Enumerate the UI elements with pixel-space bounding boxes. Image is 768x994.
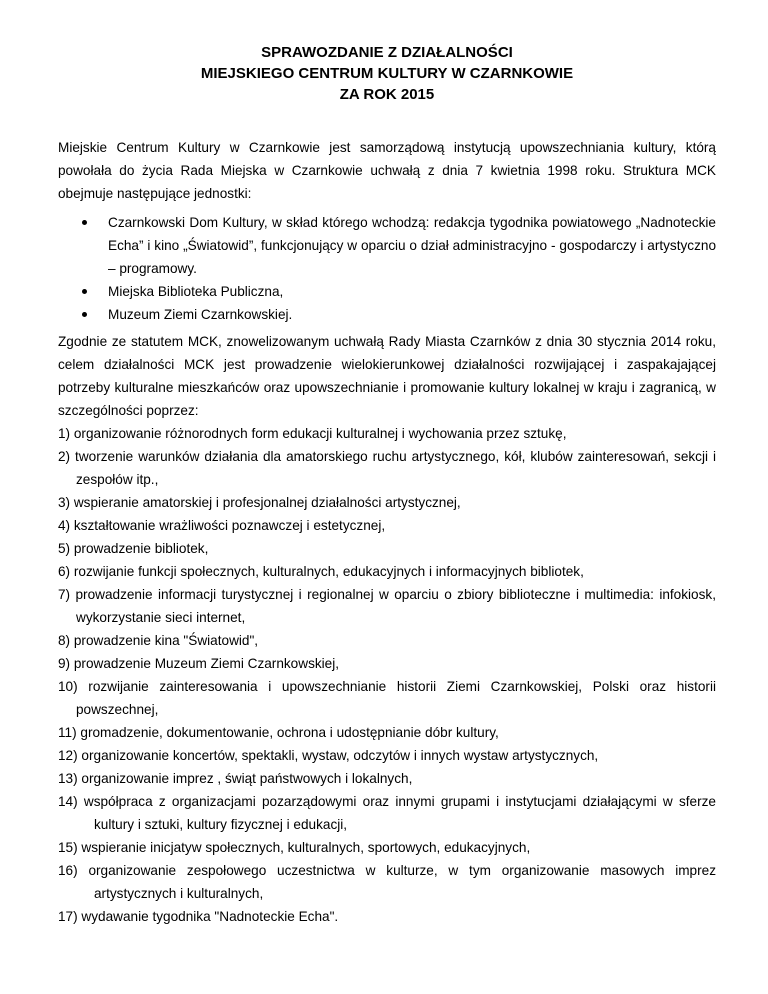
list-item: 4) kształtowanie wrażliwości poznawczej i estetycznej, [58,518,386,533]
list-item: 12) organizowanie koncertów, spektakli, wystaw, odczytów i innych wystaw artystycznych, [58,748,599,763]
list-item: 10) rozwijanie zainteresowania i upowszechnianie historii Ziemi Czarnkowskiej, Polski oraz historii powszechnej, [58,679,716,717]
bullet-icon [82,220,87,225]
bullet-icon [82,312,87,317]
list-item: 5) prowadzenie bibliotek, [58,541,209,556]
goals-list [58,422,716,928]
list-item [58,303,716,326]
list-item: 17) wydawanie tygodnika "Nadnoteckie Echa". [58,909,339,924]
title-line-2: MIEJSKIEGO CENTRUM KULTURY W CZARNKOWIE [200,65,574,82]
unit-text: Muzeum Ziemi Czarnkowskiej. [108,307,293,322]
list-item: 14) współpraca z organizacjami pozarządowymi oraz innymi grupami i instytucjami działającymi w sferze kultury i sztuki, kultury fizycznej i edukacji, [58,794,716,832]
list-item: 9) prowadzenie Muzeum Ziemi Czarnkowskiej, [58,656,340,671]
list-item: 7) prowadzenie informacji turystycznej i regionalnej w oparciu o zbiory biblioteczne i multimedia: infokiosk, wykorzystanie sieci internet, [58,587,716,625]
list-item [58,280,716,303]
list-item: 3) wspieranie amatorskiej i profesjonalnej działalności artystycznej, [58,495,461,510]
list-item: 15) wspieranie inicjatyw społecznych, kulturalnych, sportowych, edukacyjnych, [58,840,531,855]
page-title [58,42,716,105]
unit-text: Miejska Biblioteka Publiczna, [108,284,284,299]
list-item [58,211,716,280]
list-item: 16) organizowanie zespołowego uczestnictwa w kulturze, w tym organizowanie masowych imprez artystycznych i kulturalnych, [58,863,716,901]
list-item: 8) prowadzenie kina "Światowid", [58,633,259,648]
list-item: 13) organizowanie imprez , świąt państwowych i lokalnych, [58,771,413,786]
units-list [58,211,716,326]
unit-text: Czarnkowski Dom Kultury, w skład którego wchodzą: redakcja tygodnika powiatowego „Nadnoteckie Echa” i kino „Światowid”, funkcjonujący w oparciu o dział administracyjno - gospodarczy i artystyczno – programowy. [108,215,716,276]
bullet-icon [82,289,87,294]
list-item: 2) tworzenie warunków działania dla amatorskiego ruchu artystycznego, kół, klubów zainteresowań, sekcji i zespołów itp., [58,449,716,487]
intro-paragraph: Miejskie Centrum Kultury w Czarnkowie jest samorządową instytucją upowszechniania kultury, którą powołała do życia Rada Miejska w Czarnkowie uchwałą z dnia 7 kwietnia 1998 roku. Struktura MCK obejmuje następujące jednostki: [58,140,716,201]
title-line-1: SPRAWOZDANIE Z DZIAŁALNOŚCI [261,44,513,61]
list-item: 11) gromadzenie, dokumentowanie, ochrona i udostępnianie dóbr kultury, [58,725,499,740]
list-item: 6) rozwijanie funkcji społecznych, kulturalnych, edukacyjnych i informacyjnych bibliotek, [58,564,584,579]
title-line-3: ZA ROK 2015 [339,86,435,103]
statute-paragraph: Zgodnie ze statutem MCK, znowelizowanym uchwałą Rady Miasta Czarnków z dnia 30 stycznia 2014 roku, celem działalności MCK jest prowadzenie wielokierunkowej działalności rozwijającej i zaspakajającej potrzeby kulturalne mieszkańców oraz upowszechnianie i promowanie kultury lokalnej w kraju i zagranicą, w szczególności poprzez: [58,334,716,418]
list-item: 1) organizowanie różnorodnych form edukacji kulturalnej i wychowania przez sztukę, [58,426,567,441]
